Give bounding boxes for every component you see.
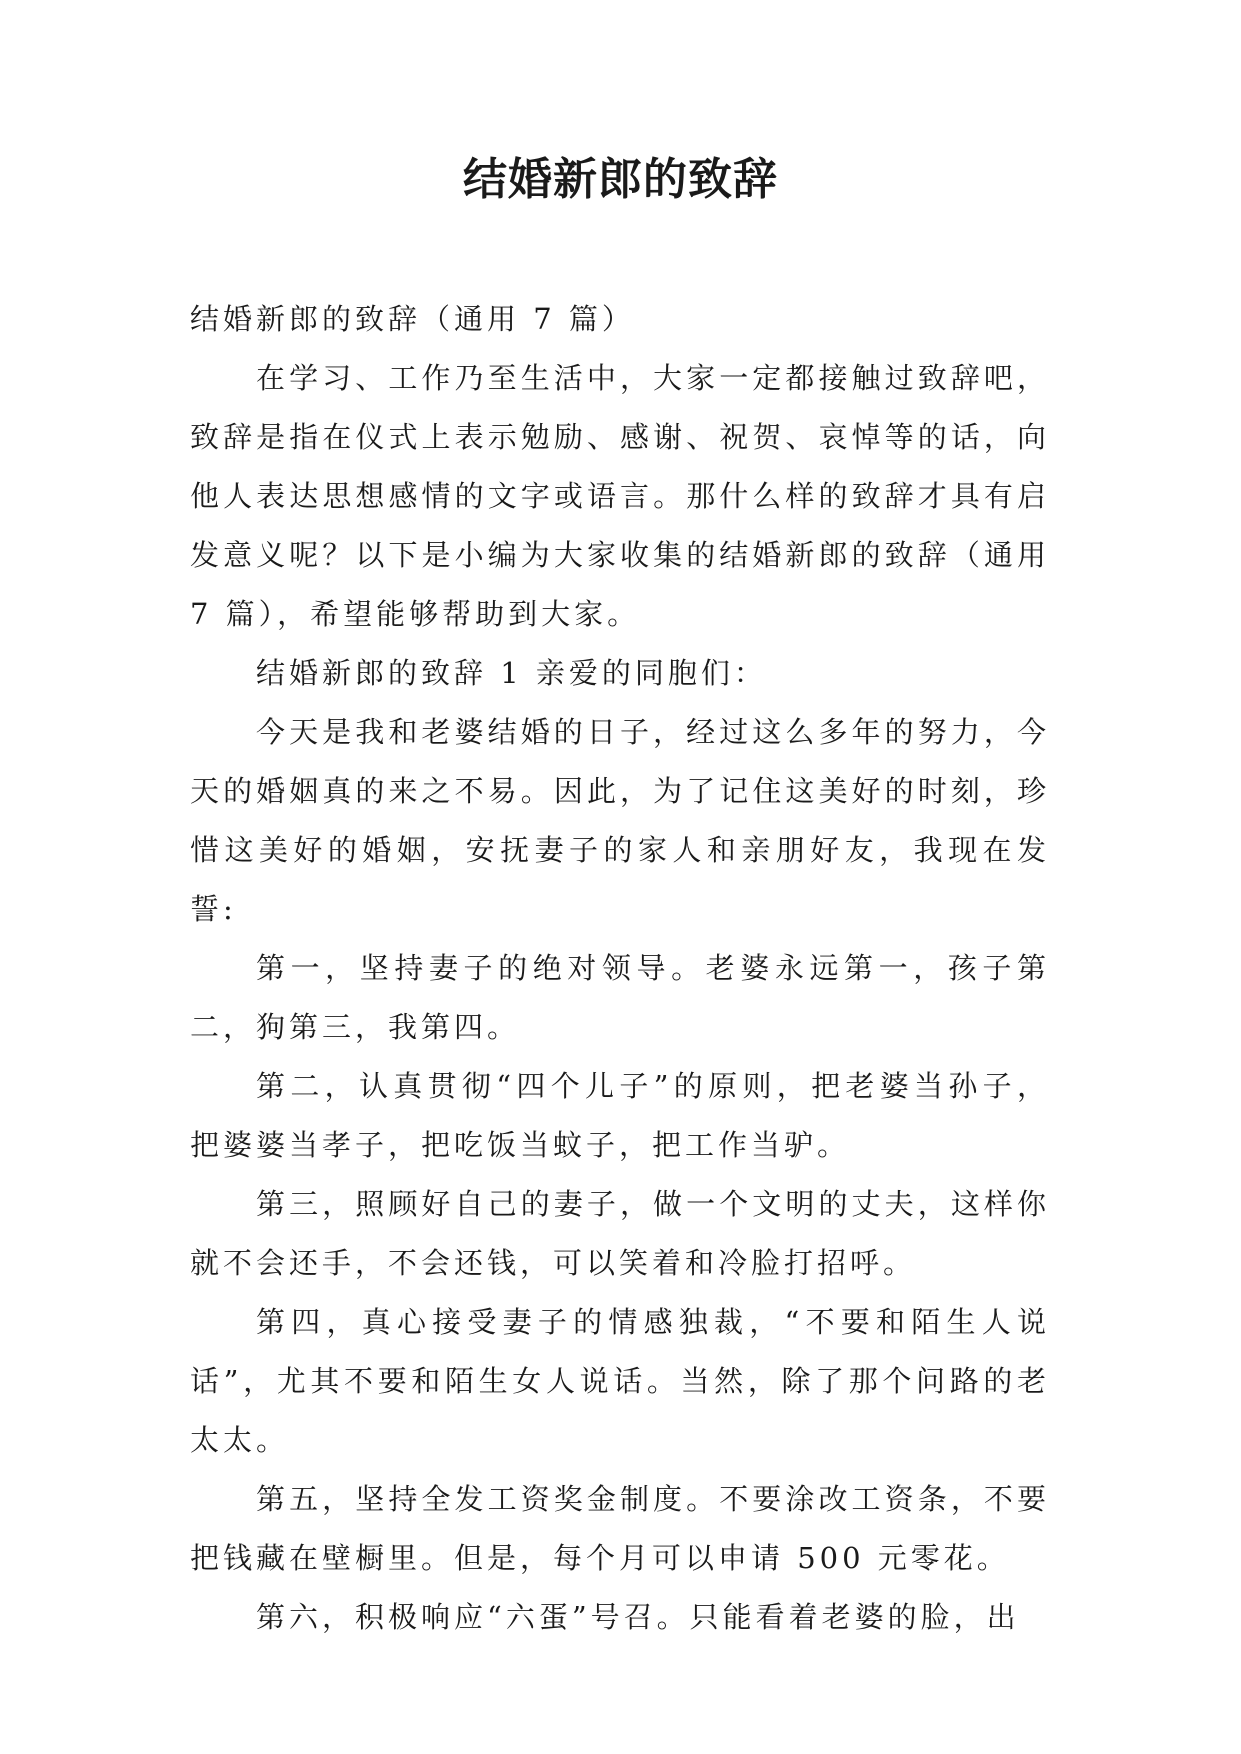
document-body	[190, 290, 1050, 1647]
paragraph-vow-1: 第一，坚持妻子的绝对领导。老婆永远第一，孩子第二，狗第三，我第四。	[190, 951, 1050, 1044]
paragraph-vow-6: 第六，积极响应“六蛋”号召。只能看着老婆的脸，出	[256, 1600, 1020, 1634]
document-subtitle: 结婚新郎的致辞（通用 7 篇）	[190, 302, 635, 336]
paragraph-vow-3: 第三，照顾好自己的妻子，做一个文明的丈夫，这样你就不会还手，不会还钱，可以笑着和冷脸打招呼。	[190, 1187, 1050, 1280]
paragraph-vow-4: 第四，真心接受妻子的情感独裁，“不要和陌生人说话”，尤其不要和陌生女人说话。当然，除了那个问路的老太太。	[190, 1305, 1050, 1457]
document-title: 结婚新郎的致辞	[463, 154, 778, 205]
paragraph-intro: 在学习、工作乃至生活中，大家一定都接触过致辞吧，致辞是指在仪式上表示勉励、感谢、祝贺、哀悼等的话，向他人表达思想感情的文字或语言。那什么样的致辞才具有启发意义呢？以下是小编为大家收集的结婚新郎的致辞（通用 7 篇），希望能够帮助到大家。	[190, 361, 1050, 631]
paragraph-greeting: 结婚新郎的致辞 1 亲爱的同胞们：	[256, 656, 767, 690]
paragraph-vow-2: 第二，认真贯彻“四个儿子”的原则，把老婆当孙子，把婆婆当孝子，把吃饭当蚊子，把工作当驴。	[190, 1069, 1050, 1162]
paragraph-vow-intro: 今天是我和老婆结婚的日子，经过这么多年的努力，今天的婚姻真的来之不易。因此，为了记住这美好的时刻，珍惜这美好的婚姻，安抚妻子的家人和亲朋好友，我现在发誓:	[190, 715, 1050, 926]
paragraph-vow-5: 第五，坚持全发工资奖金制度。不要涂改工资条，不要把钱藏在壁橱里。但是，每个月可以申请 500 元零花。	[190, 1482, 1050, 1575]
